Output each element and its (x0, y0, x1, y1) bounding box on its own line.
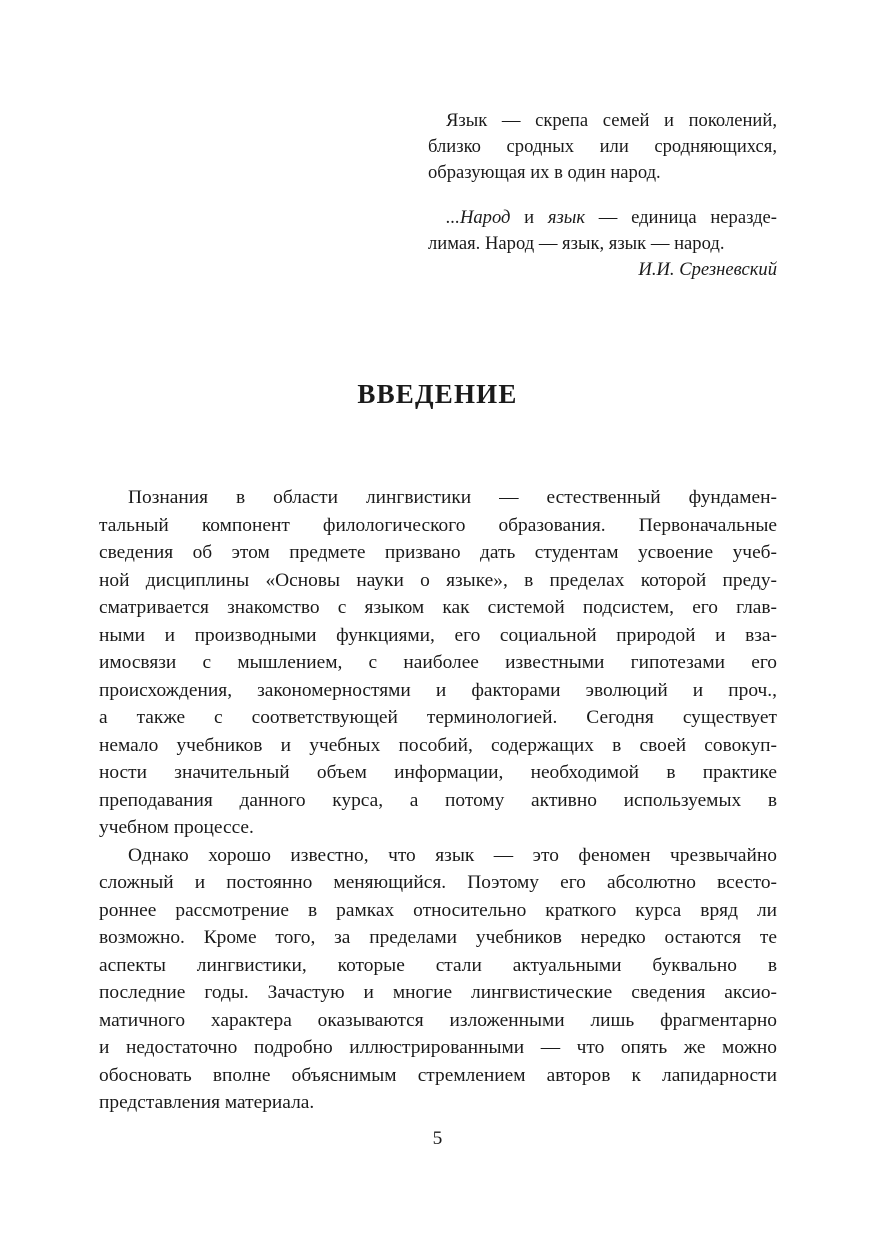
text-line: немало учебников и учебных пособий, содержащих в своей совокуп- (99, 734, 777, 756)
text-line: сматривается знакомство с языком как системой подсистем, его глав- (99, 597, 777, 618)
text-line: учебном процессе. (99, 817, 254, 838)
text-line: Познания в области лингвистики — естественный фундамен- (128, 487, 777, 508)
text-line: тальный компонент филологического образования. Первоначальные (99, 514, 777, 536)
epigraph-quote-2 (428, 205, 777, 283)
text-line: преподавания данного курса, а потому активно используемых в (99, 789, 777, 811)
text-line: а также с соответствующей терминологией. Сегодня существует (99, 707, 777, 728)
paragraph (99, 842, 777, 1117)
text-line: роннее рассмотрение в рамках относительно краткого курса вряд ли (99, 899, 777, 921)
epigraph-text: и (510, 207, 548, 228)
epigraph-line: лимая. Народ — язык, язык — народ. (428, 233, 725, 254)
text-line: представления материала. (99, 1092, 315, 1113)
paragraph (99, 484, 777, 842)
text-line: аспекты лингвистики, которые стали актуальными буквально в (99, 954, 777, 976)
page-title: ВВЕДЕНИЕ (357, 379, 518, 409)
text-line: имосвязи с мышлением, с наиболее известными гипотезами его (99, 652, 777, 673)
epigraph-quote-1 (428, 108, 777, 186)
text-line: сложный и постоянно меняющийся. Поэтому его абсолютно всесто- (99, 872, 777, 893)
epigraph-text: — единица нераздe- (585, 207, 777, 228)
page-number: 5 (432, 1128, 443, 1149)
text-line: обосновать вполне объяснимым стремлением авторов к лапидарности (99, 1064, 777, 1086)
text-line: и недостаточно подробно иллюстрированными — что опять же можно (99, 1037, 777, 1058)
text-line: ности значительный объем информации, необходимой в практике (99, 762, 777, 783)
epigraph-italic-word: язык (547, 207, 586, 228)
text-line: ными и производными функциями, его социальной природой и вза- (99, 624, 777, 646)
epigraph-line (428, 205, 777, 231)
epigraph (0, 108, 777, 283)
epigraph-line: образующая их в один народ. (428, 162, 661, 183)
text-line: матичного характера оказываются изложенными лишь фрагментарно (99, 1009, 777, 1031)
epigraph-author: И.И. Срезневский (638, 259, 777, 280)
text-line: возможно. Кроме того, за пределами учебников нередко остаются те (99, 927, 777, 948)
epigraph-line: Язык — скрепа семей и поколений, (446, 110, 777, 131)
epigraph-line: близко сродных или сродняющихся, (428, 136, 777, 157)
epigraph-italic-word: ...Народ (446, 207, 511, 228)
body-text (99, 484, 777, 1117)
text-line: последние годы. Зачастую и многие лингвистические сведения аксио- (99, 982, 777, 1003)
text-line: происхождения, закономерностями и факторами эволюций и проч., (99, 679, 777, 701)
text-line: Однако хорошо известно, что язык — это феномен чрезвычайно (128, 844, 777, 866)
text-line: сведения об этом предмете призвано дать студентам усвоение учеб- (99, 542, 777, 563)
text-line: ной дисциплины «Основы науки о языке», в пределах которой преду- (99, 569, 777, 591)
